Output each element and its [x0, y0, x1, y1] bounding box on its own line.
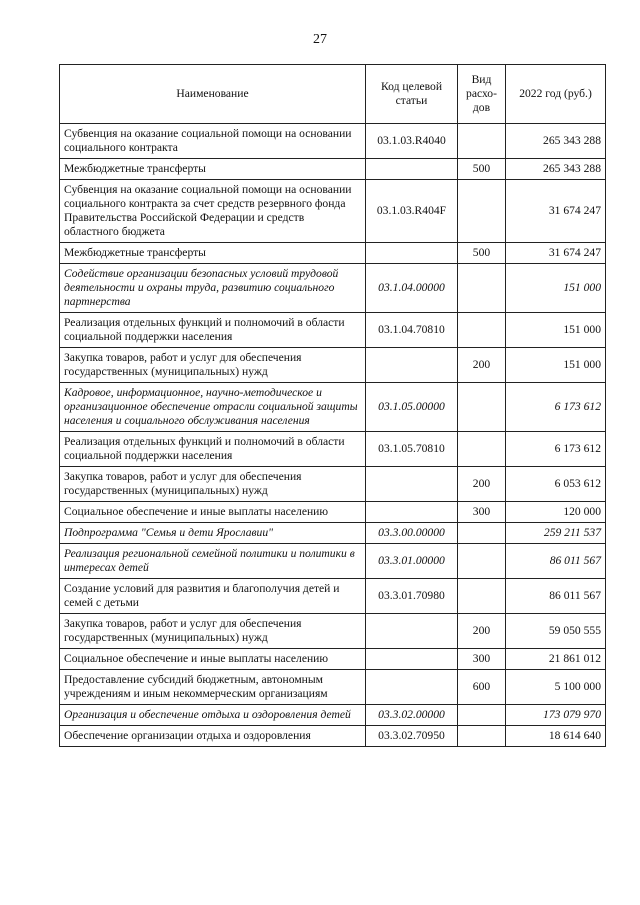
cell-amount: 173 079 970 — [506, 705, 606, 726]
cell-amount: 151 000 — [506, 264, 606, 313]
cell-amount: 6 173 612 — [506, 432, 606, 467]
cell-code: 03.1.04.70810 — [366, 313, 458, 348]
cell-expense-type — [458, 383, 506, 432]
cell-name: Кадровое, информационное, научно-методическое и организационное обеспечение отрасли социальной защиты населения и социального обслуживания населения — [60, 383, 366, 432]
cell-expense-type — [458, 523, 506, 544]
table-row — [60, 579, 606, 614]
cell-amount: 265 343 288 — [506, 159, 606, 180]
cell-code: 03.3.01.70980 — [366, 579, 458, 614]
cell-code — [366, 348, 458, 383]
table-row — [60, 159, 606, 180]
cell-amount: 18 614 640 — [506, 726, 606, 747]
cell-code — [366, 670, 458, 705]
cell-code — [366, 614, 458, 649]
cell-amount: 86 011 567 — [506, 579, 606, 614]
budget-table — [59, 64, 606, 747]
cell-code — [366, 467, 458, 502]
cell-name: Закупка товаров, работ и услуг для обеспечения государственных (муниципальных) нужд — [60, 348, 366, 383]
cell-expense-type: 300 — [458, 502, 506, 523]
cell-code: 03.1.05.70810 — [366, 432, 458, 467]
header-year-2022: 2022 год (руб.) — [506, 65, 606, 124]
table-row — [60, 264, 606, 313]
table-row — [60, 432, 606, 467]
table-row — [60, 649, 606, 670]
cell-name: Реализация отдельных функций и полномочий в области социальной поддержки населения — [60, 432, 366, 467]
table-row — [60, 614, 606, 649]
cell-code — [366, 649, 458, 670]
table-row — [60, 348, 606, 383]
table-row — [60, 124, 606, 159]
cell-amount: 86 011 567 — [506, 544, 606, 579]
cell-name: Создание условий для развития и благополучия детей и семей с детьми — [60, 579, 366, 614]
table-row — [60, 180, 606, 243]
table-row — [60, 467, 606, 502]
cell-name: Организация и обеспечение отдыха и оздоровления детей — [60, 705, 366, 726]
cell-name: Обеспечение организации отдыха и оздоровления — [60, 726, 366, 747]
cell-code: 03.1.03.R404F — [366, 180, 458, 243]
header-name: Наименование — [60, 65, 366, 124]
cell-expense-type — [458, 726, 506, 747]
table-row — [60, 523, 606, 544]
cell-expense-type: 500 — [458, 159, 506, 180]
cell-name: Подпрограмма "Семья и дети Ярославии" — [60, 523, 366, 544]
cell-amount: 31 674 247 — [506, 180, 606, 243]
table-row — [60, 544, 606, 579]
cell-expense-type: 500 — [458, 243, 506, 264]
table-header-row — [60, 65, 606, 124]
cell-amount: 31 674 247 — [506, 243, 606, 264]
cell-code: 03.1.05.00000 — [366, 383, 458, 432]
cell-name: Реализация региональной семейной политики и политики в интересах детей — [60, 544, 366, 579]
cell-name: Закупка товаров, работ и услуг для обеспечения государственных (муниципальных) нужд — [60, 614, 366, 649]
cell-name: Закупка товаров, работ и услуг для обеспечения государственных (муниципальных) нужд — [60, 467, 366, 502]
cell-expense-type: 600 — [458, 670, 506, 705]
cell-expense-type: 300 — [458, 649, 506, 670]
cell-expense-type — [458, 544, 506, 579]
cell-name: Субвенция на оказание социальной помощи на основании социального контракта за счет средств резервного фонда Правительства Российской Федерации и средств областного бюджета — [60, 180, 366, 243]
table-row — [60, 243, 606, 264]
cell-code: 03.3.02.00000 — [366, 705, 458, 726]
table-row — [60, 502, 606, 523]
cell-code — [366, 159, 458, 180]
cell-name: Межбюджетные трансферты — [60, 159, 366, 180]
cell-expense-type — [458, 579, 506, 614]
page-number: 27 — [313, 32, 327, 47]
header-expense-type: Вид расхо-дов — [458, 65, 506, 124]
cell-name: Субвенция на оказание социальной помощи на основании социального контракта — [60, 124, 366, 159]
cell-amount: 120 000 — [506, 502, 606, 523]
cell-expense-type — [458, 124, 506, 159]
cell-expense-type — [458, 180, 506, 243]
table-row — [60, 383, 606, 432]
cell-amount: 6 053 612 — [506, 467, 606, 502]
cell-code: 03.3.02.70950 — [366, 726, 458, 747]
cell-amount: 21 861 012 — [506, 649, 606, 670]
table-row — [60, 313, 606, 348]
table-row — [60, 670, 606, 705]
cell-name: Социальное обеспечение и иные выплаты населению — [60, 649, 366, 670]
cell-expense-type — [458, 432, 506, 467]
cell-amount: 259 211 537 — [506, 523, 606, 544]
cell-name: Содействие организации безопасных условий трудовой деятельности и охраны труда, развитию социального партнерства — [60, 264, 366, 313]
cell-amount: 59 050 555 — [506, 614, 606, 649]
cell-name: Социальное обеспечение и иные выплаты населению — [60, 502, 366, 523]
table-body — [60, 124, 606, 747]
table-row — [60, 705, 606, 726]
cell-amount: 6 173 612 — [506, 383, 606, 432]
cell-amount: 265 343 288 — [506, 124, 606, 159]
table-row — [60, 726, 606, 747]
cell-expense-type — [458, 264, 506, 313]
cell-amount: 151 000 — [506, 348, 606, 383]
cell-expense-type: 200 — [458, 467, 506, 502]
cell-expense-type — [458, 705, 506, 726]
header-code: Код целевой статьи — [366, 65, 458, 124]
cell-code: 03.3.00.00000 — [366, 523, 458, 544]
cell-expense-type: 200 — [458, 348, 506, 383]
cell-amount: 151 000 — [506, 313, 606, 348]
cell-code: 03.3.01.00000 — [366, 544, 458, 579]
cell-name: Предоставление субсидий бюджетным, автономным учреждениям и иным некоммерческим организациям — [60, 670, 366, 705]
cell-name: Межбюджетные трансферты — [60, 243, 366, 264]
cell-expense-type — [458, 313, 506, 348]
cell-code: 03.1.04.00000 — [366, 264, 458, 313]
cell-code — [366, 502, 458, 523]
cell-expense-type: 200 — [458, 614, 506, 649]
cell-name: Реализация отдельных функций и полномочий в области социальной поддержки населения — [60, 313, 366, 348]
cell-amount: 5 100 000 — [506, 670, 606, 705]
cell-code — [366, 243, 458, 264]
cell-code: 03.1.03.R4040 — [366, 124, 458, 159]
